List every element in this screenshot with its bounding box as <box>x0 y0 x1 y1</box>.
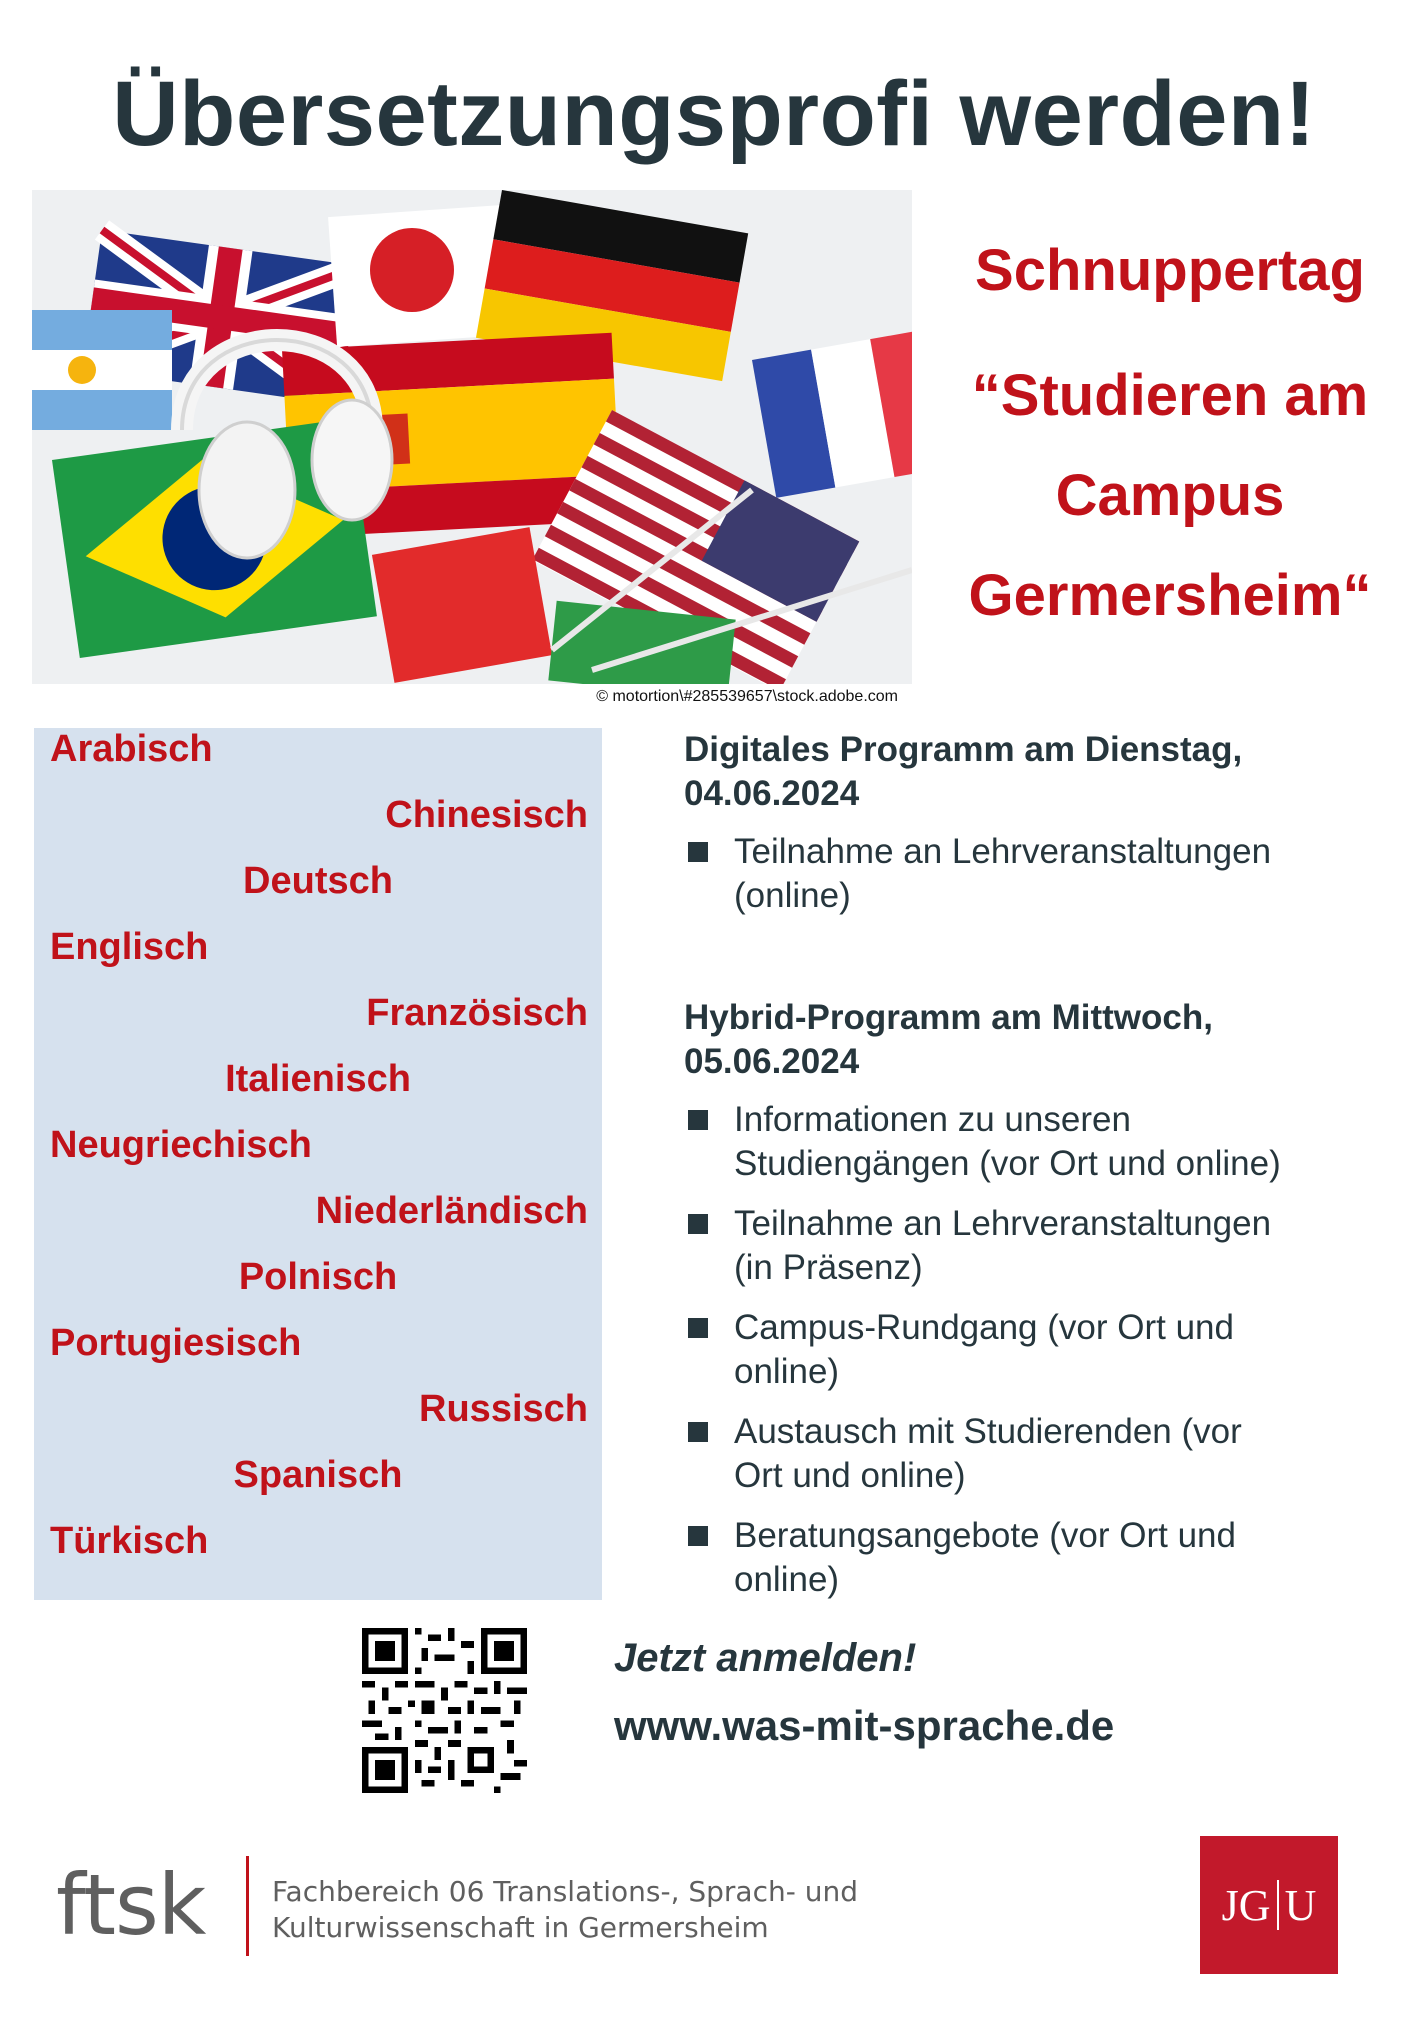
language-item: Russisch <box>419 1388 588 1430</box>
jgu-logo-bar <box>1277 1880 1279 1930</box>
square-bullet-icon <box>688 1318 708 1338</box>
language-item: Neugriechisch <box>50 1124 312 1166</box>
hybrid-program <box>684 996 1364 1602</box>
hybrid-program-heading: Hybrid-Programm am Mittwoch, <box>684 998 1213 1037</box>
event-title-line: Campus <box>1055 463 1285 528</box>
program-section <box>684 728 1364 1618</box>
digital-program-list <box>684 830 1364 918</box>
digital-program-heading: Digitales Programm am Dienstag, <box>684 730 1243 769</box>
language-item: Spanisch <box>233 1454 403 1496</box>
faculty-name-line: Fachbereich 06 Translations-, Sprach- und <box>272 1875 858 1908</box>
square-bullet-icon <box>688 1526 708 1546</box>
language-item: Italienisch <box>225 1058 411 1100</box>
digital-program <box>684 728 1364 918</box>
program-item: Beratungsangebote (vor Ort und online) <box>684 1514 1364 1602</box>
program-item: Teilnahme an Lehrveranstaltungen (in Präsenz) <box>684 1202 1364 1290</box>
square-bullet-icon <box>688 842 708 862</box>
ftsk-logo: ftsk <box>56 1856 206 1954</box>
event-kicker: Schnuppertag <box>975 238 1365 303</box>
website-link[interactable]: www.was-mit-sprache.de <box>614 1702 1115 1749</box>
square-bullet-icon <box>688 1422 708 1442</box>
flags-headphones-photo <box>32 190 912 684</box>
event-title-line: Germersheim“ <box>968 563 1372 628</box>
digital-program-date: 04.06.2024 <box>684 774 860 813</box>
square-bullet-icon <box>688 1214 708 1234</box>
program-item: Teilnahme an Lehrveranstaltungen (online) <box>684 830 1364 918</box>
language-item: Chinesisch <box>385 794 588 836</box>
jgu-logo-text: JG <box>1221 1880 1271 1930</box>
program-item: Campus-Rundgang (vor Ort und online) <box>684 1306 1364 1394</box>
jgu-logo <box>1200 1836 1338 1974</box>
faculty-name-line: Kulturwissenschaft in Germersheim <box>272 1911 769 1944</box>
language-item: Portugiesisch <box>50 1322 302 1364</box>
languages-panel <box>34 728 602 1600</box>
program-item: Austausch mit Studierenden (vor Ort und online) <box>684 1410 1364 1498</box>
language-item: Arabisch <box>50 728 213 770</box>
program-item: Informationen zu unseren Studiengängen (vor Ort und online) <box>684 1098 1364 1186</box>
language-item: Niederländisch <box>315 1190 588 1232</box>
logo-divider <box>246 1856 249 1956</box>
event-title-line: “Studieren am <box>971 363 1369 428</box>
jgu-logo-text: U <box>1284 1880 1317 1930</box>
register-call-to-action: Jetzt anmelden! <box>614 1636 917 1680</box>
photo-credit: © motortion\#285539657\stock.adobe.com <box>596 688 898 705</box>
hybrid-program-date: 05.06.2024 <box>684 1042 860 1081</box>
qr-code[interactable] <box>362 1628 527 1793</box>
hybrid-program-list <box>684 1098 1364 1602</box>
page-headline: Übersetzungsprofi werden! <box>112 63 1316 165</box>
language-item: Englisch <box>50 926 209 968</box>
event-title-block <box>912 238 1428 646</box>
language-item: Polnisch <box>238 1256 398 1298</box>
square-bullet-icon <box>688 1110 708 1130</box>
language-item: Türkisch <box>50 1520 209 1562</box>
language-item: Deutsch <box>243 860 393 902</box>
faculty-name <box>272 1874 858 1946</box>
language-item: Französisch <box>366 992 588 1034</box>
